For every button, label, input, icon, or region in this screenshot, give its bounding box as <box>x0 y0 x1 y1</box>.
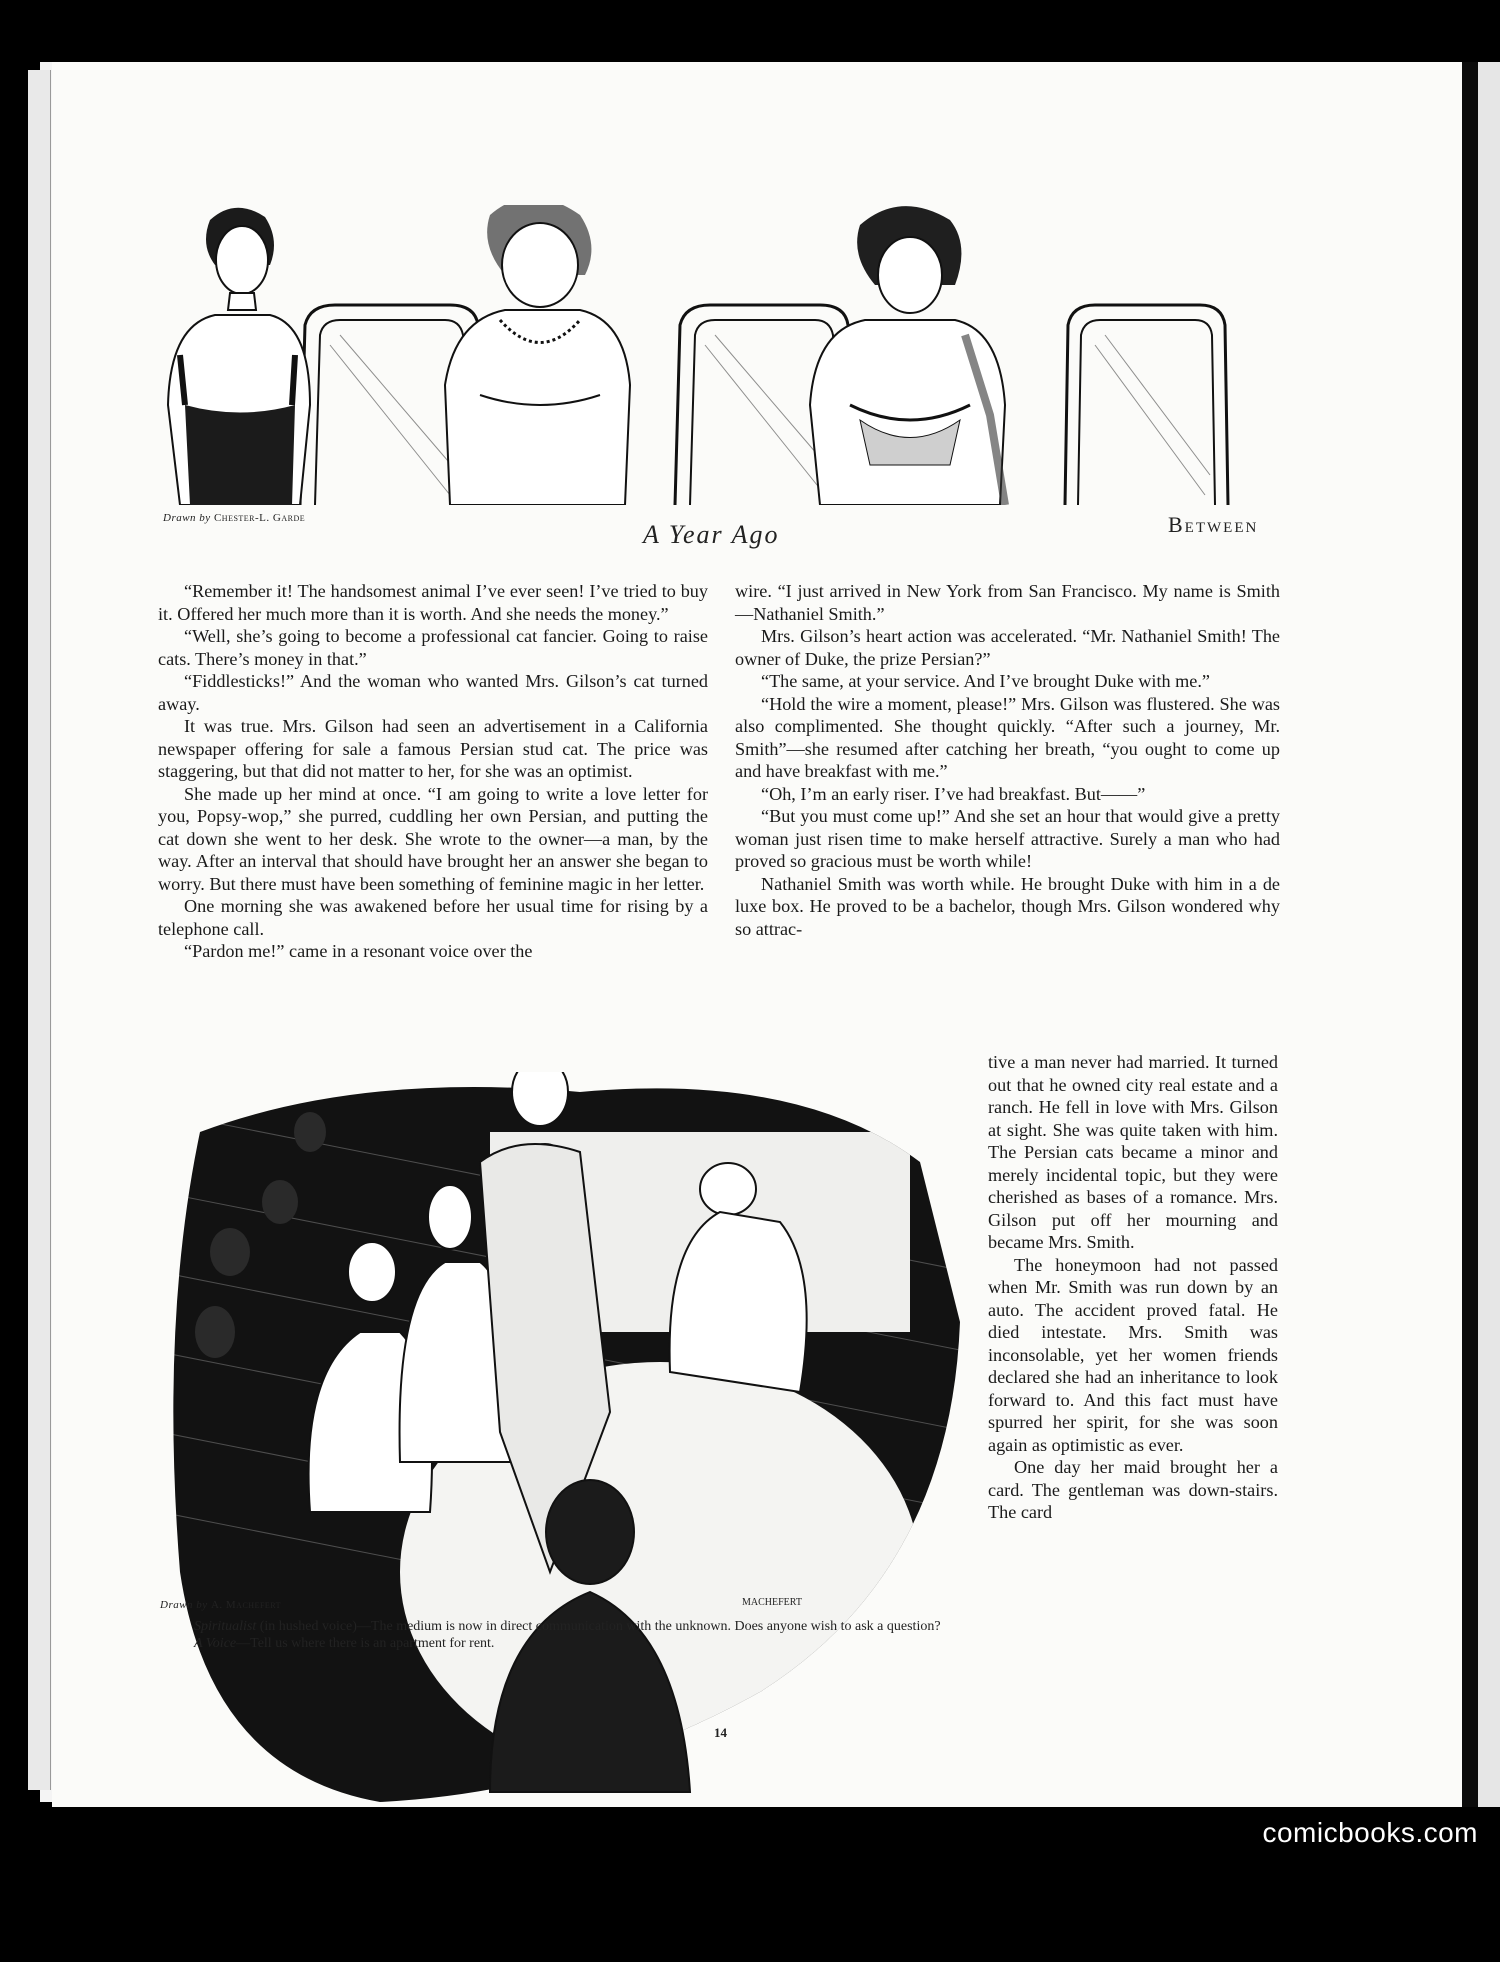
paragraph: tive a man never had married. It turned out that he owned city real estate and a ranch. He fell in love with Mrs. Gilson at sight. She was quite taken with him. The Persian cats became a minor and merely incidental topic, but they were cherished as bases of a romance. Mrs. Gilson put off her mourning and became Mrs. Smith. <box>988 1052 1278 1252</box>
right-column <box>735 580 1280 940</box>
paragraph: “Pardon me!” came in a resonant voice over the <box>184 941 533 961</box>
header-illustration <box>160 205 1290 505</box>
speaker: A Voice <box>194 1636 237 1651</box>
running-head: Between <box>1168 512 1259 537</box>
paragraph: “Hold the wire a moment, please!” Mrs. Gilson was flustered. She was also complimented. She thought quickly. “After such a journey, Mr. Smith”—she resumed after catching her breath, “you ought to come up and have breakfast with me.” <box>735 693 1280 781</box>
gutter <box>1462 62 1478 1807</box>
paragraph: “Well, she’s going to become a professional cat fancier. Going to raise cats. There’s money in that.” <box>158 626 708 669</box>
credit-prefix: Drawn by <box>163 512 211 524</box>
paragraph: wire. “I just arrived in New York from San Francisco. My name is Smith—Nathaniel Smith.” <box>735 581 1280 624</box>
next-page-edge <box>1478 62 1500 1807</box>
paragraph: One morning she was awakened before her usual time for rising by a telephone call. <box>158 896 708 939</box>
paragraph: It was true. Mrs. Gilson had seen an advertisement in a California newspaper offering for sale a famous Persian stud cat. The price was staggering, but that did not matter to her, for she was an optimist. <box>158 716 708 781</box>
paragraph: One day her maid brought her a card. The gentleman was down-stairs. The card <box>988 1457 1278 1522</box>
paragraph: “Fiddlesticks!” And the woman who wanted Mrs. Gilson’s cat turned away. <box>158 671 708 714</box>
left-column <box>158 580 708 963</box>
paragraph: “Oh, I’m an early riser. I’ve had breakfast. But——” <box>761 783 1146 804</box>
credit-artist: A. Machefert <box>210 1599 282 1611</box>
article-title: A Year Ago <box>643 520 780 549</box>
paragraph: “The same, at your service. And I’ve brought Duke with me.” <box>761 671 1210 691</box>
paragraph: “Remember it! The handsomest animal I’ve ever seen! I’ve tried to buy it. Offered her much more than it is worth. And she needs the money.” <box>158 581 708 624</box>
seance-illustration-credit <box>160 1599 281 1611</box>
narrow-column <box>988 1051 1278 1524</box>
seance-illustration <box>160 1072 970 1962</box>
paragraph: She made up her mind at once. “I am going to write a love letter for you, Popsy-wop,” she purred, cuddling her own Persian, and putting the cat down she went to her desk. She wrote to the owner—a man, by the way. After an interval that should have brought her an answer she began to worry. But there must have been something of feminine magic in her letter. <box>158 783 708 894</box>
speech: —Tell us where there is an apartment for rent. <box>236 1636 495 1651</box>
illustrator-signature: MACHEFERT <box>742 1597 802 1608</box>
caption-line <box>172 1618 962 1635</box>
paragraph: “But you must come up!” And she set an hour that would give a pretty woman just risen time to make herself attractive. Surely a man who had proved so gracious must be worth while! <box>735 806 1280 871</box>
page-number: 14 <box>714 1725 727 1740</box>
caption-line <box>172 1635 962 1652</box>
paragraph: Mrs. Gilson’s heart action was accelerated. “Mr. Nathaniel Smith! The owner of Duke, the prize Persian?” <box>735 626 1280 669</box>
cartoon-caption <box>172 1618 962 1652</box>
watermark: comicbooks.com <box>1262 1817 1478 1848</box>
paragraph: Nathaniel Smith was worth while. He brought Duke with him in a de luxe box. He proved to be a bachelor, though Mrs. Gilson wondered why so attrac- <box>735 873 1280 939</box>
speech: (in hushed voice)—The medium is now in direct communication with the unknown. Does anyone wish to ask a question? <box>256 1619 941 1634</box>
paragraph: The honeymoon had not passed when Mr. Smith was run down by an auto. The accident proved fatal. He died intestate. Mrs. Smith was inconsolable, yet her women friends declared she had an inheritance to look forward to. And this fact must have spurred her spirit, for she was soon again as optimistic as ever. <box>988 1254 1278 1455</box>
credit-artist: Chester-L. Garde <box>213 512 306 524</box>
header-illustration-credit <box>163 512 305 524</box>
credit-prefix: Drawn by <box>160 1599 208 1611</box>
page-edge <box>28 70 51 1790</box>
speaker: Spiritualist <box>194 1619 257 1634</box>
